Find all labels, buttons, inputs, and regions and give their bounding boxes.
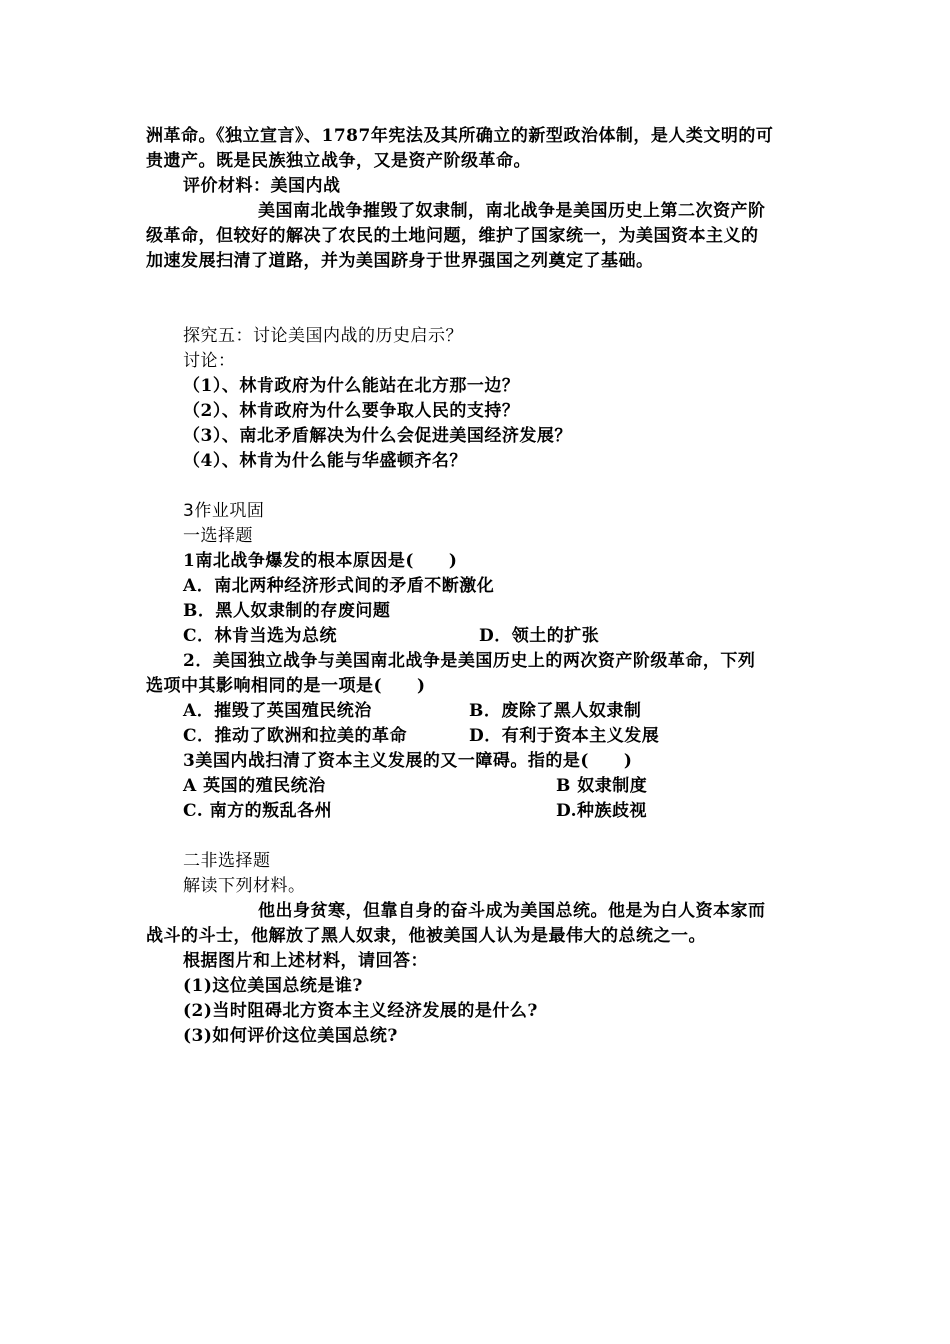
q1-option-d: D．领土的扩张 [479,626,600,646]
sub-question: (2)当时阻碍北方资本主义经济发展的是什么? [183,1001,538,1021]
eval-line-2: 级革命，但较好的解决了农民的土地问题，维护了国家统一，为美国资本主义的 [146,226,759,246]
sub-question: (1)这位美国总统是谁? [183,976,363,996]
material-line-2: 战斗的斗士，他解放了黑人奴隶，他被美国人认为是最伟大的总统之一。 [146,926,706,946]
read-material-label: 解读下列材料。 [183,876,306,896]
q3-option-a: A 英国的殖民统治 [183,776,326,796]
q3-stem: 3美国内战扫清了资本主义发展的又一障碍。指的是( ) [183,751,633,771]
eval-label: 评价材料：美国内战 [183,176,341,196]
q1-stem: 1南北战争爆发的根本原因是( ) [183,551,458,571]
nonchoice-section-title: 二非选择题 [183,851,271,871]
q2-stem-line-1: 2．美国独立战争与美国南北战争是美国历史上的两次资产阶级革命，下列 [183,651,756,671]
q3-option-d: D.种族歧视 [556,801,648,821]
choice-section-title: 一选择题 [183,526,253,546]
discuss-question: （2）、林肯政府为什么要争取人民的支持？ [183,401,520,421]
sub-question: (3)如何评价这位美国总统? [183,1026,398,1046]
q1-option-c: C．林肯当选为总统 [183,626,338,646]
material-line-1: 他出身贫寒，但靠自身的奋斗成为美国总统。他是为白人资本家而 [258,901,766,921]
explore5-title: 探究五：讨论美国内战的历史启示？ [183,326,463,346]
answer-prompt: 根据图片和上述材料，请回答： [183,951,428,971]
intro-line-1: 洲革命。《独立宣言》、1787年宪法及其所确立的新型政治体制，是人类文明的可 [146,126,774,146]
discuss-question: （4）、林肯为什么能与华盛顿齐名？ [183,451,467,471]
q2-option-b: B．废除了黑人奴隶制 [469,701,642,721]
q1-option-a: A．南北两种经济形式间的矛盾不断激化 [183,576,495,596]
eval-line-3: 加速发展扫清了道路，并为美国跻身于世界强国之列奠定了基础。 [146,251,654,271]
discuss-question: （3）、南北矛盾解决为什么会促进美国经济发展？ [183,426,572,446]
discuss-label: 讨论： [183,351,236,371]
q3-option-c: C. 南方的叛乱各州 [183,801,333,821]
eval-line-1: 美国南北战争摧毁了奴隶制，南北战争是美国历史上第二次资产阶 [258,201,766,221]
homework-title: 3作业巩固 [183,501,265,521]
discuss-question: （1）、林肯政府为什么能站在北方那一边？ [183,376,520,396]
q2-option-d: D．有利于资本主义发展 [469,726,660,746]
intro-line-2: 贵遗产。既是民族独立战争，又是资产阶级革命。 [146,151,531,171]
q2-option-a: A．摧毁了英国殖民统治 [183,701,372,721]
q2-stem-line-2: 选项中其影响相同的是一项是( ) [146,676,426,696]
q2-option-c: C．推动了欧洲和拉美的革命 [183,726,408,746]
q1-option-b: B．黑人奴隶制的存废问题 [183,601,391,621]
q3-option-b: B 奴隶制度 [556,776,648,796]
